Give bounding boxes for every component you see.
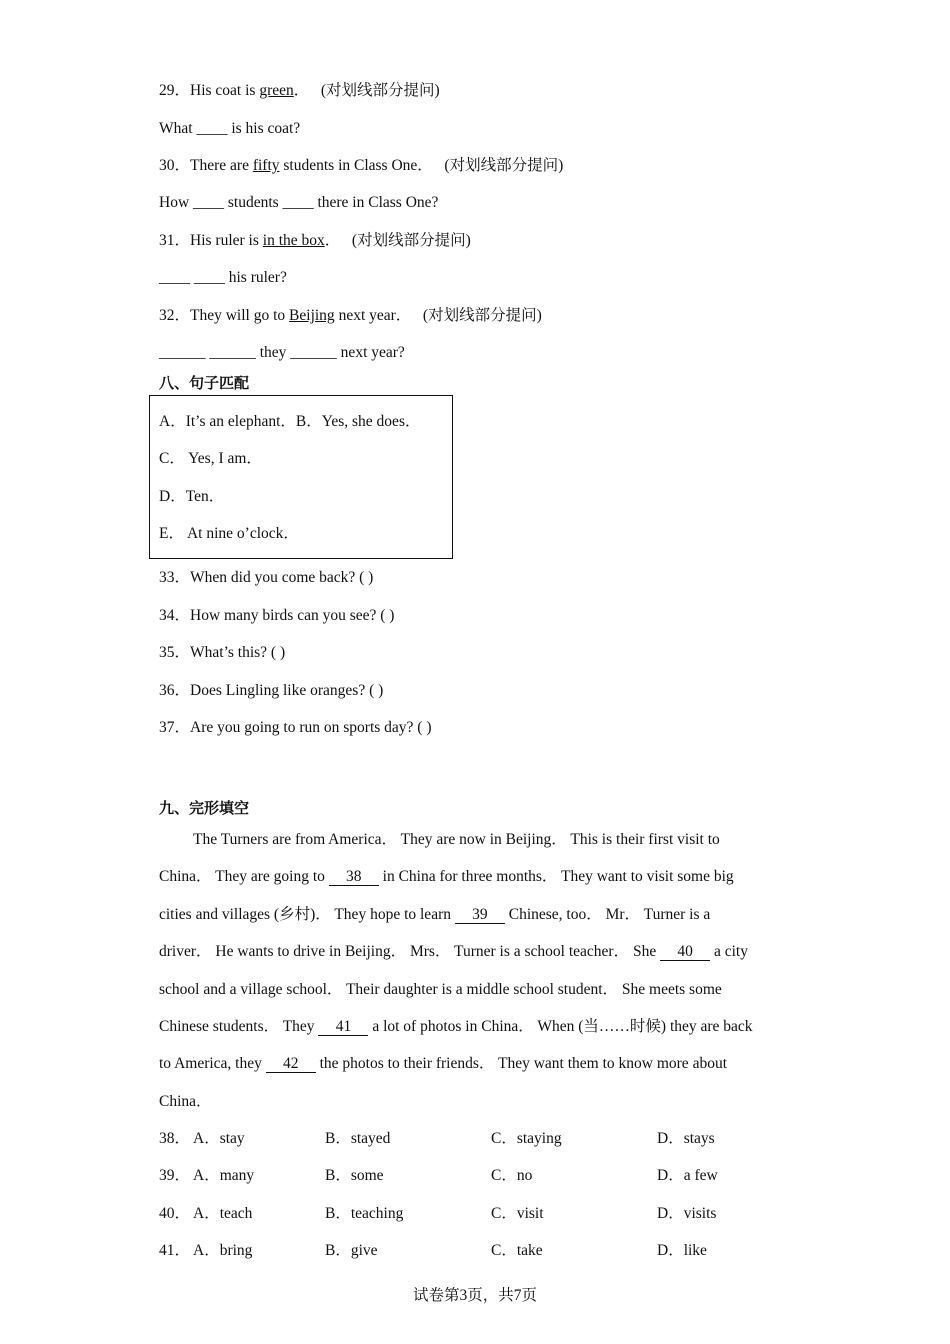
hint: (对划线部分提问)	[320, 82, 440, 99]
passage-line: Chinese students． They 41 a lot of photos in China． When (当……时候) they are back	[159, 1018, 753, 1035]
underlined-text: fifty	[252, 157, 280, 174]
option-d: D．like	[657, 1242, 707, 1259]
passage-line: to America, they 42 the photos to their friends． They want them to know more about	[159, 1055, 727, 1072]
option-c: C．staying	[491, 1130, 562, 1147]
hint: (对划线部分提问)	[351, 232, 471, 249]
match-question-34: 34．How many birds can you see? ( )	[159, 607, 395, 624]
question-29: 29．His coat is green． (对划线部分提问)	[159, 82, 440, 99]
passage-line: The Turners are from America． They are now in Beijing． This is their first visit to	[193, 831, 720, 848]
answer-line-29: What ____ is his coat?	[159, 120, 301, 137]
blank-40: 40	[660, 943, 710, 961]
option-d: D．stays	[657, 1130, 715, 1147]
passage-line: driver． He wants to drive in Beijing． Mrs． Turner is a school teacher． She 40 a city	[159, 943, 748, 960]
box-line-1: A．It’s an elephant．B．Yes, she does．	[159, 413, 421, 430]
answer-line-30: How ____ students ____ there in Class One?	[159, 194, 439, 211]
option-b: B．some	[325, 1167, 384, 1184]
hint: (对划线部分提问)	[422, 307, 542, 324]
option-number: 38．	[159, 1130, 191, 1147]
option-c: C．no	[491, 1167, 533, 1184]
option-number: 40．	[159, 1205, 191, 1222]
question-number: 30．	[159, 157, 191, 174]
option-a: A．teach	[193, 1205, 253, 1222]
option-d: D．visits	[657, 1205, 717, 1222]
hint: (对划线部分提问)	[444, 157, 564, 174]
option-d: D．a few	[657, 1167, 718, 1184]
section-title-9: 九、完形填空	[159, 799, 250, 817]
page-footer: 试卷第3页，共7页	[412, 1287, 537, 1304]
match-question-37: 37．Are you going to run on sports day? ( )	[159, 719, 432, 736]
answer-line-32: ______ ______ they ______ next year?	[159, 344, 405, 361]
section-title-8: 八、句子匹配	[159, 374, 250, 392]
question-number: 29．	[159, 82, 191, 99]
option-b: B．stayed	[325, 1130, 391, 1147]
question-number: 32．	[159, 307, 191, 324]
match-question-33: 33．When did you come back? ( )	[159, 569, 374, 586]
option-b: B．teaching	[325, 1205, 404, 1222]
option-a: A．stay	[193, 1130, 245, 1147]
underlined-text: green	[259, 82, 294, 99]
option-c: C．visit	[491, 1205, 544, 1222]
question-number: 31．	[159, 232, 191, 249]
passage-line: school and a village school． Their daughter is a middle school student． She meets some	[159, 981, 722, 998]
box-line-3: D．Ten．	[159, 488, 225, 505]
match-question-35: 35．What’s this? ( )	[159, 644, 286, 661]
option-number: 41．	[159, 1242, 191, 1259]
option-number: 39．	[159, 1167, 191, 1184]
passage-line: cities and villages (乡村)． They hope to learn 39 Chinese, too． Mr． Turner is a	[159, 906, 711, 923]
option-b: B．give	[325, 1242, 378, 1259]
question-31: 31．His ruler is in the box． (对划线部分提问)	[159, 232, 471, 249]
blank-41: 41	[318, 1018, 368, 1036]
blank-42: 42	[266, 1055, 316, 1073]
box-line-2: C． Yes, I am．	[159, 450, 262, 467]
blank-39: 39	[455, 906, 505, 924]
box-line-4: E． At nine o’clock．	[159, 525, 299, 542]
answer-line-31: ____ ____ his ruler?	[159, 269, 287, 286]
question-30: 30．There are fifty students in Class One． (对划线部分提问)	[159, 157, 564, 174]
option-c: C．take	[491, 1242, 543, 1259]
match-question-36: 36．Does Lingling like oranges? ( )	[159, 682, 384, 699]
passage-line: China． They are going to 38 in China for three months． They want to visit some big	[159, 868, 734, 885]
underlined-text: in the box	[262, 232, 325, 249]
underlined-text: Beijing	[289, 307, 335, 324]
option-a: A．bring	[193, 1242, 253, 1259]
question-32: 32．They will go to Beijing next year． (对划线部分提问)	[159, 307, 542, 324]
passage-line: China．	[159, 1093, 212, 1110]
option-a: A．many	[193, 1167, 255, 1184]
blank-38: 38	[329, 868, 379, 886]
